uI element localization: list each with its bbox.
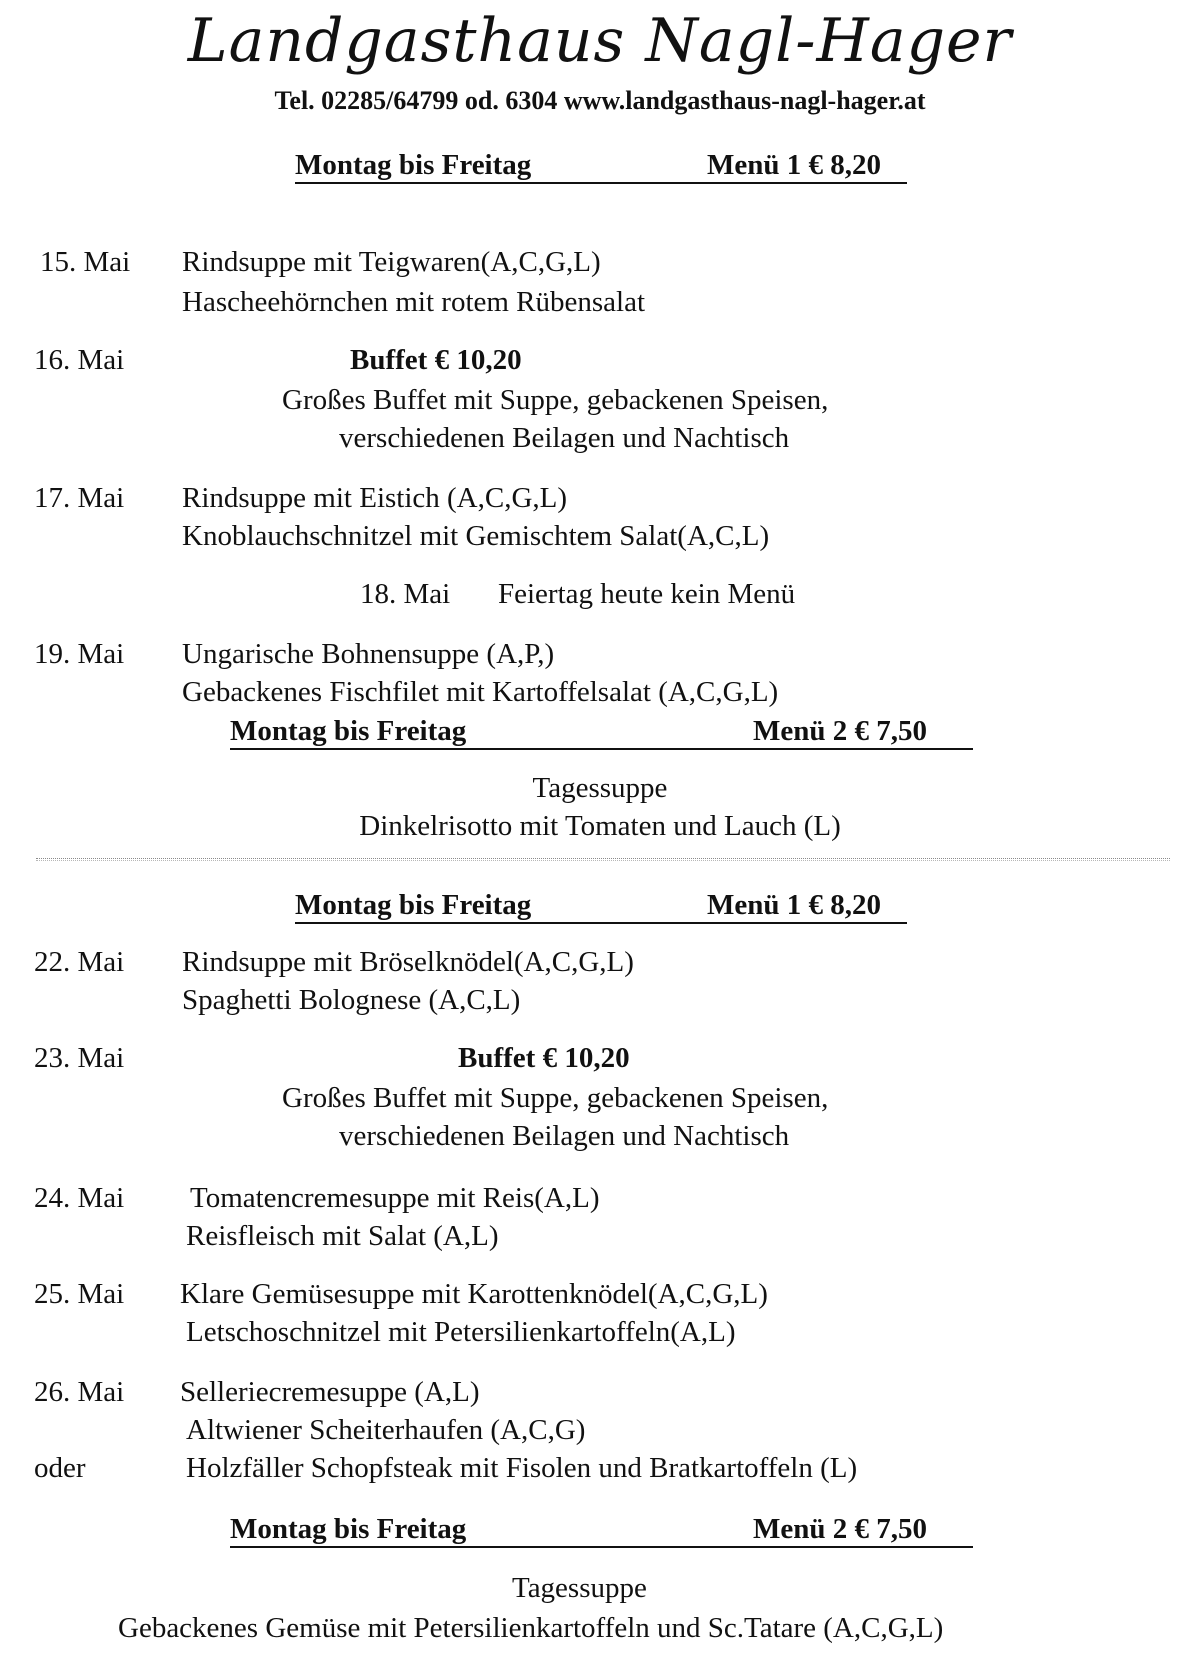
menu-days-label: Montag bis Freitag (295, 889, 532, 921)
main-item: Knoblauchschnitzel mit Gemischtem Salat(A,C,L) (182, 520, 770, 552)
soup-item: Ungarische Bohnensuppe (A,P,) (182, 638, 555, 670)
main-item: Altwiener Scheiterhaufen (A,C,G) (186, 1414, 586, 1446)
menu-days-label: Montag bis Freitag (295, 149, 532, 181)
buffet-line: verschiedenen Beilagen und Nachtisch (339, 422, 790, 454)
menu-price-label: Menü 2 € 7,50 (753, 715, 927, 747)
date-label: 19. Mai (34, 638, 125, 670)
date-label: 24. Mai (34, 1182, 125, 1214)
soup-item: Selleriecremesuppe (A,L) (180, 1376, 480, 1408)
buffet-line: verschiedenen Beilagen und Nachtisch (339, 1120, 790, 1152)
menu-days-label: Montag bis Freitag (230, 1513, 467, 1545)
main-item: Gebackenes Fischfilet mit Kartoffelsalat (A,C,G,L) (182, 676, 779, 708)
main-item: Hascheehörnchen mit rotem Rübensalat (182, 286, 646, 318)
buffet-title: Buffet € 10,20 (350, 344, 522, 376)
main-item: Reisfleisch mit Salat (A,L) (186, 1220, 499, 1252)
buffet-title: Buffet € 10,20 (458, 1042, 630, 1074)
date-label: 22. Mai (34, 946, 125, 978)
date-label: 23. Mai (34, 1042, 125, 1074)
soup-item: Klare Gemüsesuppe mit Karottenknödel(A,C,G,L) (180, 1278, 768, 1310)
soup-item: Rindsuppe mit Eistich (A,C,G,L) (182, 482, 568, 514)
date-label: 18. Mai (360, 578, 451, 610)
week-divider (36, 858, 1170, 861)
menu2-main: Dinkelrisotto mit Tomaten und Lauch (L) (359, 810, 841, 842)
menu-price-label: Menü 1 € 8,20 (707, 889, 881, 921)
menu1-header-week2 (295, 888, 907, 924)
date-label: 26. Mai (34, 1376, 125, 1408)
menu2-soup: Tagessuppe (512, 1572, 647, 1604)
soup-item: Rindsuppe mit Bröselknödel(A,C,G,L) (182, 946, 634, 978)
menu-days-label: Montag bis Freitag (230, 715, 467, 747)
alternative-label: oder (34, 1452, 86, 1484)
alternative-main-item: Holzfäller Schopfsteak mit Fisolen und Bratkartoffeln (L) (186, 1452, 858, 1484)
date-label: 25. Mai (34, 1278, 125, 1310)
menu2-header-week2 (230, 1512, 973, 1548)
buffet-line: Großes Buffet mit Suppe, gebackenen Speisen, (282, 384, 829, 416)
soup-item: Rindsuppe mit Teigwaren(A,C,G,L) (182, 246, 601, 278)
date-label: 16. Mai (34, 344, 125, 376)
buffet-line: Großes Buffet mit Suppe, gebackenen Speisen, (282, 1082, 829, 1114)
soup-item: Tomatencremesuppe mit Reis(A,L) (190, 1182, 600, 1214)
date-label: 15. Mai (40, 246, 131, 278)
contact-line: Tel. 02285/64799 od. 6304 www.landgasthaus-nagl-hager.at (274, 86, 926, 115)
holiday-note: Feiertag heute kein Menü (498, 578, 796, 610)
main-item: Spaghetti Bolognese (A,C,L) (182, 984, 521, 1016)
date-label: 17. Mai (34, 482, 125, 514)
menu2-soup: Tagessuppe (532, 772, 668, 804)
restaurant-title: Landgasthaus Nagl-Hager (187, 6, 1013, 76)
menu1-header-week1 (295, 148, 907, 184)
menu2-header-week1 (230, 714, 973, 750)
main-item: Letschoschnitzel mit Petersilienkartoffeln(A,L) (186, 1316, 736, 1348)
menu-price-label: Menü 2 € 7,50 (753, 1513, 927, 1545)
menu-price-label: Menü 1 € 8,20 (707, 149, 881, 181)
menu2-main: Gebackenes Gemüse mit Petersilienkartoffeln und Sc.Tatare (A,C,G,L) (118, 1612, 944, 1644)
